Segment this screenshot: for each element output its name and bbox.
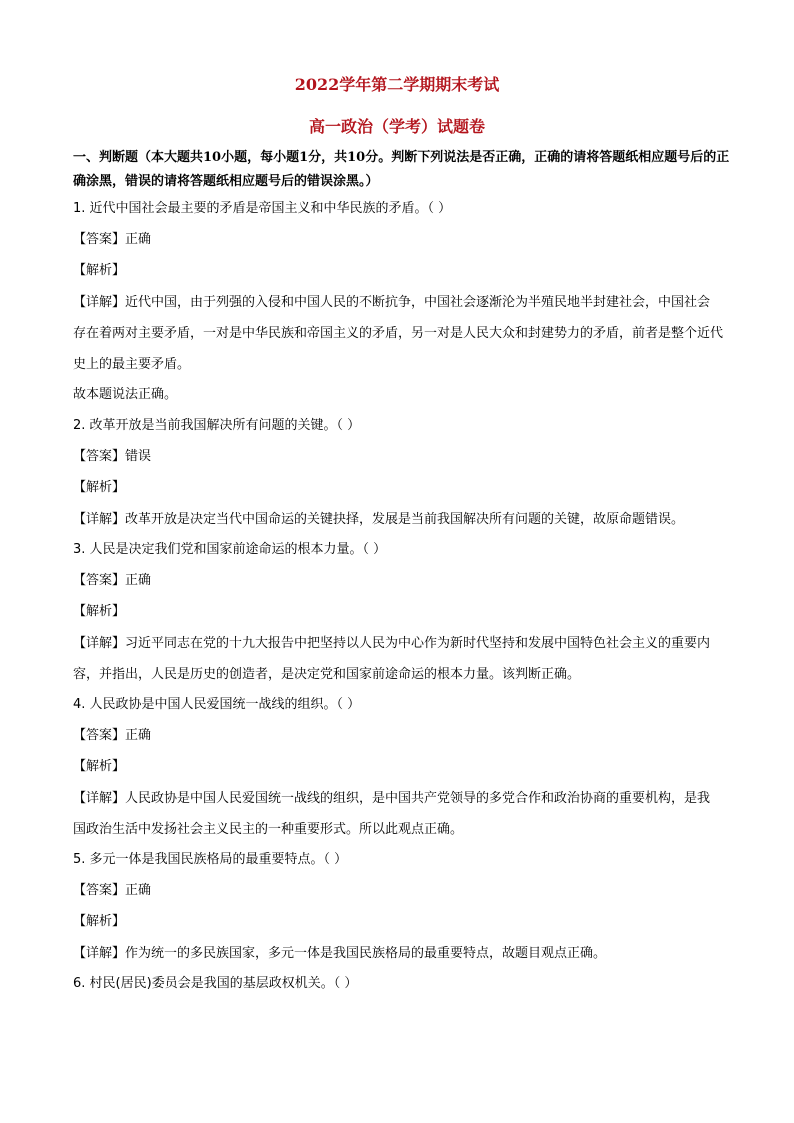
analysis-label: 【解析】 xyxy=(73,759,126,774)
answer-value: 正确 xyxy=(125,232,152,247)
detail-label: 【详解】 xyxy=(73,946,126,961)
question-text: 人民是决定我们党和国家前途命运的根本力量。（ ） xyxy=(89,542,387,557)
analysis-label: 【解析】 xyxy=(73,914,126,929)
answer-label: 【答案】 xyxy=(73,573,126,588)
section-heading: 一、判断题（本大题共10小题，每小题1分，共10分。判断下列说法是否正确，正确的请将答题纸相应题号后的正确涂黑，错误的请将答题纸相应题号后的错误涂黑。） xyxy=(73,150,730,189)
question-2 xyxy=(73,415,733,446)
question-number: 3. xyxy=(73,542,86,557)
detail-label: 【详解】 xyxy=(73,512,126,527)
answer-label: 【答案】 xyxy=(73,449,126,464)
question-3 xyxy=(73,539,733,570)
answer-label: 【答案】 xyxy=(73,883,126,898)
detail-text: 作为统一的多民族国家，多元一体是我国民族格局的最重要特点，故题目观点正确。 xyxy=(125,946,607,961)
detail-text: 改革开放是决定当代中国命运的关键抉择，发展是当前我国解决所有问题的关键，故原命题错误。 xyxy=(125,512,685,527)
question-4 xyxy=(73,694,733,725)
answer-value: 错误 xyxy=(125,449,152,464)
detail-paragraph xyxy=(73,783,723,845)
analysis-label: 【解析】 xyxy=(73,480,126,495)
answer-row xyxy=(73,570,733,601)
questions-list xyxy=(73,198,733,1004)
answer-value: 正确 xyxy=(125,728,152,743)
question-5 xyxy=(73,849,733,880)
question-1 xyxy=(73,198,733,229)
detail-paragraph xyxy=(73,938,723,969)
question-number: 2. xyxy=(73,418,86,433)
detail-label: 【详解】 xyxy=(73,636,126,651)
question-number: 1. xyxy=(73,201,86,216)
question-number: 6. xyxy=(73,976,86,991)
question-number: 4. xyxy=(73,697,86,712)
detail-label: 【详解】 xyxy=(73,295,126,310)
analysis-label: 【解析】 xyxy=(73,604,126,619)
question-6 xyxy=(73,973,733,1004)
question-text: 村民(居民)委员会是我国的基层政权机关。（ ） xyxy=(89,976,358,991)
question-text: 改革开放是当前我国解决所有问题的关键。（ ） xyxy=(89,418,361,433)
detail-text: 人民政协是中国人民爱国统一战线的组织，是中国共产党领导的多党合作和政治协商的重要机构，是我国政治生活中发扬社会主义民主的一种重要形式。所以此观点正确。 xyxy=(73,791,711,837)
question-number: 5. xyxy=(73,852,86,867)
answer-value: 正确 xyxy=(125,573,152,588)
detail-label: 【详解】 xyxy=(73,791,126,806)
question-text: 近代中国社会最主要的矛盾是帝国主义和中华民族的矛盾。（ ） xyxy=(89,201,452,216)
detail-paragraph xyxy=(73,628,723,690)
answer-row xyxy=(73,446,733,477)
question-text: 多元一体是我国民族格局的最重要特点。（ ） xyxy=(89,852,348,867)
conclusion-text: 故本题说法正确。 xyxy=(73,387,178,402)
exam-subtitle: 高一政治（学考）试题卷 xyxy=(308,117,485,136)
answer-row xyxy=(73,229,733,260)
answer-value: 正确 xyxy=(125,883,152,898)
answer-row xyxy=(73,880,733,911)
detail-text: 近代中国，由于列强的入侵和中国人民的不断抗争，中国社会逐渐沦为半殖民地半封建社会，中国社会存在着两对主要矛盾，一对是中华民族和帝国主义的矛盾，另一对是人民大众和封建势力的矛盾，前者是整个近代史上的最主要矛盾。 xyxy=(73,295,724,372)
answer-row xyxy=(73,725,733,756)
analysis-label: 【解析】 xyxy=(73,263,126,278)
answer-label: 【答案】 xyxy=(73,232,126,247)
exam-title: 2022学年第二学期期末考试 xyxy=(294,75,500,94)
question-text: 人民政协是中国人民爱国统一战线的组织。（ ） xyxy=(89,697,361,712)
detail-paragraph xyxy=(73,504,723,535)
detail-text: 习近平同志在党的十九大报告中把坚持以人民为中心作为新时代坚持和发展中国特色社会主义的重要内容，并指出，人民是历史的创造者，是决定党和国家前途命运的根本力量。该判断正确。 xyxy=(73,636,711,682)
detail-paragraph xyxy=(73,287,723,380)
answer-label: 【答案】 xyxy=(73,728,126,743)
